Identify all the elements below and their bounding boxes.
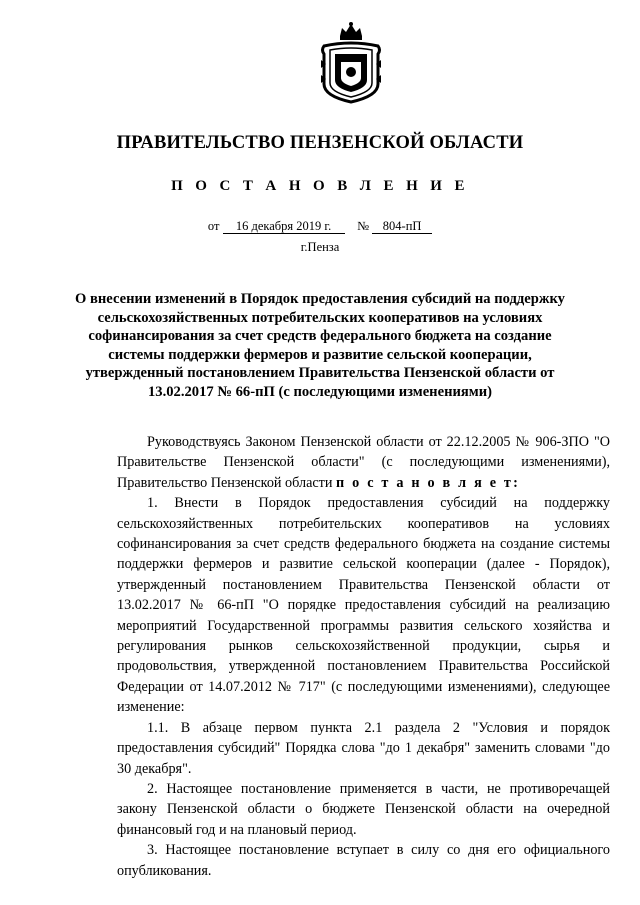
date-number-line — [0, 219, 640, 234]
document-type: П О С Т А Н О В Л Е Н И Е — [171, 178, 469, 194]
document-title: О внесении изменений в Порядок предоставления субсидий на поддержку сельскохозяйственных потребительских кооперативов на условиях софинансирования за счет средств федерального бюджета на создание системы поддержки фермеров и развитие сельской кооперации, утвержденный постановлением Правительства Пензенской области от 13.02.2017 № 66-пП (с последующими изменениями) — [75, 291, 565, 400]
preamble-paragraph — [117, 432, 610, 493]
clause-paragraph-3: 3. Настоящее постановление вступает в силу со дня его официального опубликования. — [117, 842, 610, 879]
decree-word: п о с т а н о в л я е т: — [336, 474, 521, 491]
coat-of-arms-emblem — [318, 20, 384, 104]
clause-paragraph-2: 2. Настоящее постановление применяется в части, не противоречащей закону Пензенской области о бюджете Пензенской области на очередной финансовый год и на плановый период. — [117, 780, 610, 838]
preamble-text: Руководствуясь Законом Пензенской области от 22.12.2005 № 906-ЗПО "О Правительстве Пензенской области" (с последующими изменениями), Правительство Пензенской области — [117, 434, 610, 491]
organization-name: ПРАВИТЕЛЬСТВО ПЕНЗЕНСКОЙ ОБЛАСТИ — [116, 133, 524, 153]
city: г.Пенза — [300, 240, 340, 254]
date-prefix: от — [207, 219, 220, 233]
clause-paragraph-1: 1. Внести в Порядок предоставления субсидий на поддержку сельскохозяйственных потребительских кооперативов на условиях софинансирования за счет средств федерального бюджета на создание системы поддержки фермеров и развитие сельской кооперации (далее - Порядок), утвержденный постановлением Правительства Пензенской области от 13.02.2017 № 66-пП "О порядке предоставления субсидий на реализацию мероприятий Государственной программы развития сельского хозяйства и регулирования рынков сельскохозяйственной продукции, сырья и продовольствия, утвержденной постановлением Правительства Российской Федерации от 14.07.2012 № 717" (с последующими изменениями), следующее изменение: — [117, 495, 610, 716]
document-body — [117, 432, 610, 881]
document-date: 16 декабря 2019 г. — [223, 219, 345, 234]
clause-paragraph-1-1: 1.1. В абзаце первом пункта 2.1 раздела 2 "Условия и порядок предоставления субсидий" Порядка слова "до 1 декабря" заменить словами "до 30 декабря". — [117, 719, 610, 777]
number-prefix: № — [357, 219, 369, 233]
document-number: 804-пП — [372, 219, 432, 234]
